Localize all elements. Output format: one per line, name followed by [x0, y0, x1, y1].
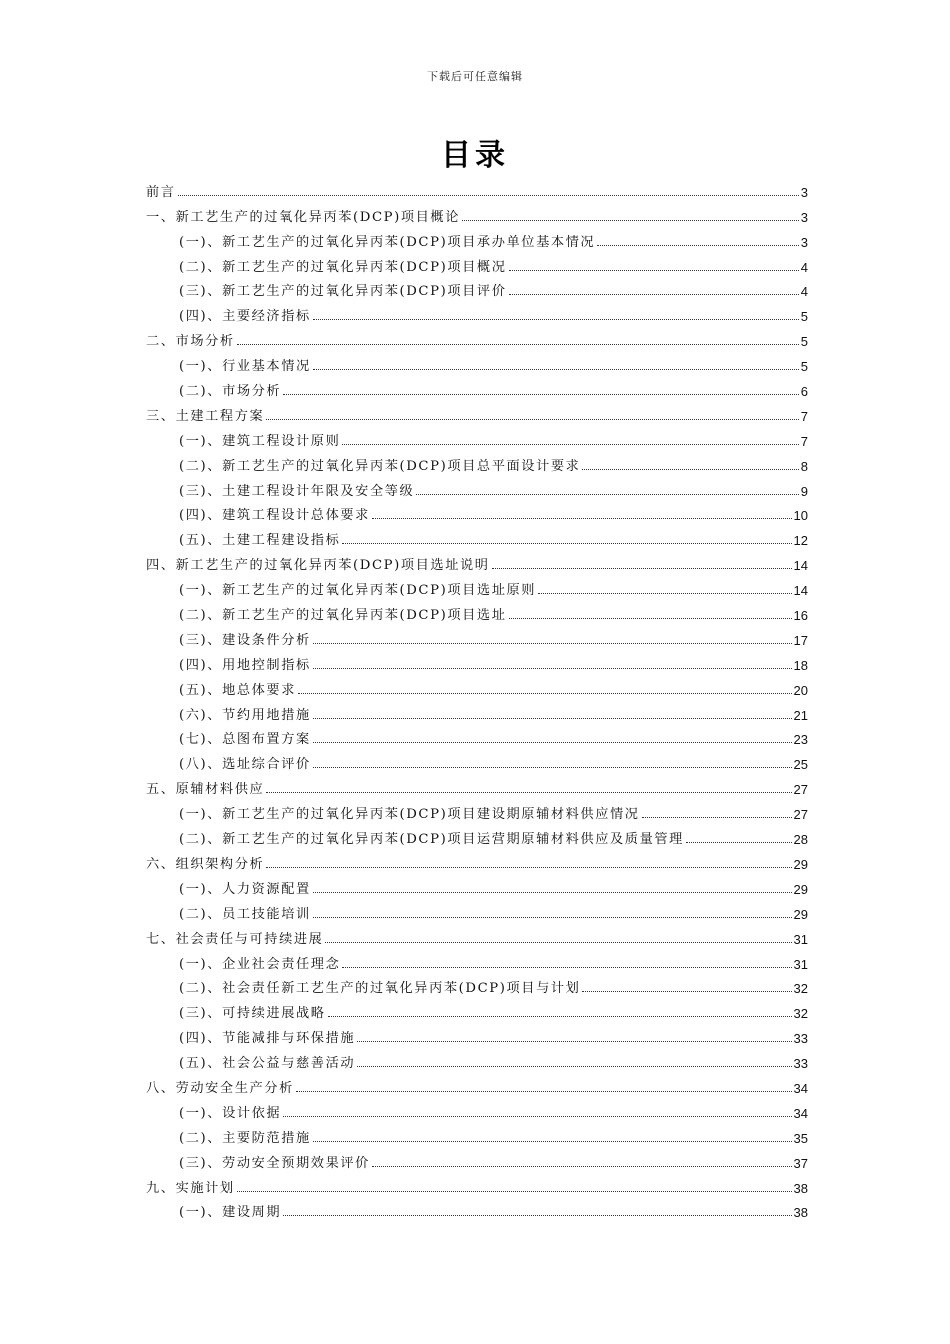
toc-entry[interactable] — [146, 947, 808, 972]
toc-entry-label: (二)、主要防范措施 — [179, 1130, 311, 1146]
toc-entry-label: 五、原辅材料供应 — [146, 782, 265, 798]
toc-entry-label: 八、劳动安全生产分析 — [146, 1080, 294, 1096]
toc-leader-dots — [313, 718, 792, 719]
toc-leader-dots — [372, 518, 792, 519]
toc-entry-page: 20 — [793, 682, 808, 698]
toc-leader-dots — [582, 991, 791, 992]
toc-entry[interactable] — [146, 399, 808, 424]
toc-entry-page: 6 — [800, 384, 808, 400]
toc-entry-page: 16 — [793, 608, 808, 624]
toc-entry-label: 一、新工艺生产的过氧化异丙苯(DCP)项目概论 — [146, 209, 460, 225]
page-header: 下载后可任意编辑 — [427, 70, 523, 83]
toc-entry-page: 38 — [793, 1180, 808, 1196]
toc-leader-dots — [642, 817, 792, 818]
toc-entry-page: 34 — [793, 1080, 808, 1096]
toc-entry-page: 21 — [793, 707, 808, 723]
toc-entry-label: (二)、市场分析 — [179, 384, 282, 400]
toc-entry-page: 7 — [800, 433, 808, 449]
toc-entry[interactable] — [146, 299, 808, 324]
toc-entry-page: 34 — [793, 1105, 808, 1121]
toc-entry-page: 33 — [793, 1031, 808, 1047]
toc-entry-page: 4 — [800, 284, 808, 300]
toc-leader-dots — [328, 1016, 792, 1017]
toc-entry[interactable] — [146, 275, 808, 300]
toc-entry-page: 18 — [793, 657, 808, 673]
toc-entry-label: (一)、人力资源配置 — [179, 881, 311, 897]
toc-leader-dots — [509, 618, 792, 619]
toc-leader-dots — [582, 469, 798, 470]
toc-leader-dots — [538, 593, 791, 594]
toc-entry-label: (三)、劳动安全预期效果评价 — [179, 1155, 370, 1171]
toc-entry[interactable] — [146, 648, 808, 673]
toc-entry-label: (二)、员工技能培训 — [179, 906, 311, 922]
toc-entry-page: 8 — [800, 458, 808, 474]
toc-entry-label: (二)、新工艺生产的过氧化异丙苯(DCP)项目总平面设计要求 — [179, 458, 581, 474]
toc-leader-dots — [313, 917, 792, 918]
toc-entry-page: 25 — [793, 757, 808, 773]
toc-leader-dots — [342, 444, 798, 445]
toc-leader-dots — [313, 668, 792, 669]
toc-leader-dots — [357, 1041, 791, 1042]
toc-entry-page: 17 — [793, 632, 808, 648]
toc-entry-label: 前言 — [146, 184, 176, 200]
toc-entry[interactable] — [146, 200, 808, 225]
toc-entry-label: 七、社会责任与可持续进展 — [146, 931, 324, 947]
toc-entry-label: (一)、建设周期 — [179, 1205, 282, 1221]
toc-entry-page: 14 — [793, 583, 808, 599]
toc-leader-dots — [372, 1166, 792, 1167]
toc-entry-label: (一)、企业社会责任理念 — [179, 956, 341, 972]
toc-entry[interactable] — [146, 324, 808, 349]
toc-entry[interactable] — [146, 847, 808, 872]
toc-entry[interactable] — [146, 225, 808, 250]
toc-entry[interactable] — [146, 673, 808, 698]
toc-entry-page: 27 — [793, 782, 808, 798]
toc-entry-page: 5 — [800, 309, 808, 325]
toc-entry[interactable] — [146, 374, 808, 399]
toc-entry-page: 28 — [793, 832, 808, 848]
toc-entry[interactable] — [146, 772, 808, 797]
toc-entry-label: (二)、新工艺生产的过氧化异丙苯(DCP)项目选址 — [179, 608, 507, 624]
toc-entry-label: (八)、选址综合评价 — [179, 757, 311, 773]
toc-entry-page: 14 — [793, 558, 808, 574]
toc-leader-dots — [342, 543, 791, 544]
toc-entry[interactable] — [146, 897, 808, 922]
toc-entry[interactable] — [146, 1096, 808, 1121]
toc-entry[interactable] — [146, 499, 808, 524]
toc-entry[interactable] — [146, 872, 808, 897]
toc-leader-dots — [283, 1116, 791, 1117]
toc-leader-dots — [283, 1215, 791, 1216]
toc-leader-dots — [296, 1091, 792, 1092]
toc-entry-label: 二、市场分析 — [146, 334, 235, 350]
toc-leader-dots — [313, 767, 792, 768]
toc-entry-label: (一)、新工艺生产的过氧化异丙苯(DCP)项目建设期原辅材料供应情况 — [179, 807, 640, 823]
toc-entry[interactable] — [146, 349, 808, 374]
toc-entry[interactable] — [146, 747, 808, 772]
toc-entry-label: 六、组织架构分析 — [146, 856, 265, 872]
toc-entry-page: 31 — [793, 956, 808, 972]
toc-leader-dots — [283, 394, 799, 395]
toc-entry[interactable] — [146, 1121, 808, 1146]
toc-leader-dots — [509, 270, 799, 271]
toc-entry-label: (三)、新工艺生产的过氧化异丙苯(DCP)项目评价 — [179, 284, 507, 300]
toc-leader-dots — [237, 1191, 792, 1192]
toc-leader-dots — [325, 942, 791, 943]
toc-entry-page: 4 — [800, 259, 808, 275]
toc-entry[interactable] — [146, 250, 808, 275]
toc-entry-page: 29 — [793, 906, 808, 922]
toc-leader-dots — [178, 195, 799, 196]
toc-entry[interactable] — [146, 449, 808, 474]
toc-entry-label: (三)、土建工程设计年限及安全等级 — [179, 483, 415, 499]
toc-entry-label: (七)、总图布置方案 — [179, 732, 311, 748]
toc-entry-label: (六)、节约用地措施 — [179, 707, 311, 723]
toc-entry-page: 23 — [793, 732, 808, 748]
toc-entry[interactable] — [146, 424, 808, 449]
toc-entry[interactable] — [146, 523, 808, 548]
toc-entry[interactable] — [146, 698, 808, 723]
toc-leader-dots — [313, 742, 792, 743]
toc-entry-label: (四)、建筑工程设计总体要求 — [179, 508, 370, 524]
toc-leader-dots — [237, 344, 799, 345]
toc-entry[interactable] — [146, 822, 808, 847]
toc-entry-label: (五)、社会公益与慈善活动 — [179, 1056, 356, 1072]
toc-entry[interactable] — [146, 922, 808, 947]
table-of-contents — [146, 175, 808, 1220]
toc-entry-label: 九、实施计划 — [146, 1180, 235, 1196]
toc-entry[interactable] — [146, 474, 808, 499]
toc-entry-label: 三、土建工程方案 — [146, 408, 265, 424]
toc-entry[interactable] — [146, 1071, 808, 1096]
toc-entry-page: 12 — [793, 533, 808, 549]
toc-entry[interactable] — [146, 1021, 808, 1046]
toc-entry-label: (一)、新工艺生产的过氧化异丙苯(DCP)项目选址原则 — [179, 583, 537, 599]
toc-entry-label: (三)、可持续进展战略 — [179, 1006, 326, 1022]
toc-entry[interactable] — [146, 623, 808, 648]
toc-entry-page: 33 — [793, 1056, 808, 1072]
toc-entry-page: 7 — [800, 408, 808, 424]
toc-entry-label: (四)、主要经济指标 — [179, 309, 311, 325]
toc-entry[interactable] — [146, 797, 808, 822]
page-title: 目录 — [441, 138, 509, 173]
toc-entry-page: 37 — [793, 1155, 808, 1171]
toc-entry[interactable] — [146, 1171, 808, 1196]
toc-entry-label: (四)、用地控制指标 — [179, 657, 311, 673]
toc-leader-dots — [597, 245, 799, 246]
toc-leader-dots — [298, 693, 792, 694]
toc-leader-dots — [686, 842, 792, 843]
toc-entry-label: (四)、节能减排与环保措施 — [179, 1031, 356, 1047]
toc-leader-dots — [416, 494, 798, 495]
toc-leader-dots — [266, 867, 791, 868]
toc-entry-page: 10 — [793, 508, 808, 524]
toc-entry-page: 29 — [793, 881, 808, 897]
toc-leader-dots — [266, 419, 798, 420]
toc-entry[interactable] — [146, 598, 808, 623]
toc-entry-label: (五)、土建工程建设指标 — [179, 533, 341, 549]
toc-entry-label: (五)、地总体要求 — [179, 682, 297, 698]
toc-entry-page: 38 — [793, 1205, 808, 1221]
toc-entry-page: 5 — [800, 334, 808, 350]
toc-leader-dots — [509, 294, 799, 295]
toc-leader-dots — [313, 892, 792, 893]
toc-leader-dots — [313, 1141, 792, 1142]
toc-entry-label: (二)、社会责任新工艺生产的过氧化异丙苯(DCP)项目与计划 — [179, 981, 581, 997]
toc-leader-dots — [266, 792, 791, 793]
toc-leader-dots — [492, 568, 792, 569]
toc-entry-page: 3 — [800, 234, 808, 250]
toc-entry-page: 27 — [793, 807, 808, 823]
toc-entry-page: 32 — [793, 981, 808, 997]
toc-entry[interactable] — [146, 548, 808, 573]
toc-entry-label: (一)、设计依据 — [179, 1105, 282, 1121]
toc-entry[interactable] — [146, 1196, 808, 1221]
toc-entry[interactable] — [146, 1046, 808, 1071]
toc-entry-page: 9 — [800, 483, 808, 499]
toc-entry[interactable] — [146, 972, 808, 997]
toc-entry-label: (一)、行业基本情况 — [179, 359, 311, 375]
toc-leader-dots — [313, 319, 799, 320]
toc-entry-page: 3 — [800, 184, 808, 200]
toc-leader-dots — [313, 369, 799, 370]
toc-entry[interactable] — [146, 573, 808, 598]
toc-entry-page: 32 — [793, 1006, 808, 1022]
toc-entry-label: 四、新工艺生产的过氧化异丙苯(DCP)项目选址说明 — [146, 558, 490, 574]
toc-entry-page: 29 — [793, 856, 808, 872]
toc-leader-dots — [342, 967, 791, 968]
toc-entry-page: 31 — [793, 931, 808, 947]
toc-entry-page: 5 — [800, 359, 808, 375]
toc-entry-label: (三)、建设条件分析 — [179, 632, 311, 648]
toc-entry[interactable] — [146, 1146, 808, 1171]
toc-entry-label: (二)、新工艺生产的过氧化异丙苯(DCP)项目运营期原辅材料供应及质量管理 — [179, 832, 684, 848]
toc-entry-label: (二)、新工艺生产的过氧化异丙苯(DCP)项目概况 — [179, 259, 507, 275]
toc-entry[interactable] — [146, 723, 808, 748]
toc-entry-label: (一)、建筑工程设计原则 — [179, 433, 341, 449]
toc-leader-dots — [357, 1066, 791, 1067]
toc-entry-page: 35 — [793, 1130, 808, 1146]
toc-leader-dots — [313, 643, 792, 644]
toc-entry[interactable] — [146, 996, 808, 1021]
toc-entry[interactable] — [146, 175, 808, 200]
toc-entry-label: (一)、新工艺生产的过氧化异丙苯(DCP)项目承办单位基本情况 — [179, 234, 596, 250]
toc-entry-page: 3 — [800, 209, 808, 225]
toc-leader-dots — [462, 220, 799, 221]
